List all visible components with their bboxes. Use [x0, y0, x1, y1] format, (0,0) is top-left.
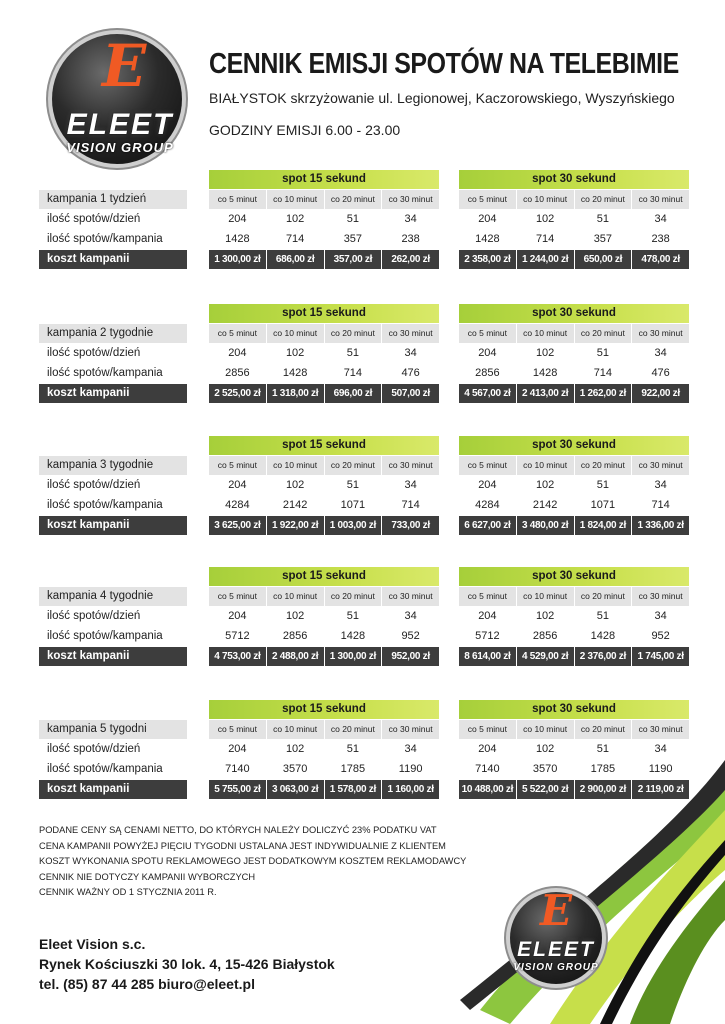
table-cell: 34 [381, 740, 439, 759]
table-cell: co 20 minut [574, 720, 632, 739]
cost-label: koszt kampanii [39, 516, 187, 535]
table-cell: 34 [381, 607, 439, 626]
cost-row [459, 250, 689, 269]
campaign-label: kampania 2 tygodnie [39, 324, 187, 343]
per-campaign-label: ilość spotów/kampania [47, 763, 163, 775]
table-cell: 714 [324, 364, 382, 383]
per-day-row [459, 210, 689, 229]
table-cell: 5712 [475, 630, 500, 642]
campaign-section [0, 170, 725, 270]
table-cell: 2856 [266, 627, 324, 646]
table-cell: 262,00 zł [381, 250, 439, 269]
table-cell: 714 [631, 496, 689, 515]
table-cell: 34 [381, 344, 439, 363]
spot-duration-header: spot 15 sekund [209, 700, 439, 719]
spot-30s-table [459, 567, 689, 666]
table-cell: co 30 minut [631, 720, 689, 739]
table-cell: 3570 [516, 760, 574, 779]
cost-row [459, 516, 689, 535]
table-cell: 1428 [324, 627, 382, 646]
table-cell: 34 [631, 740, 689, 759]
table-cell: co 20 minut [574, 456, 632, 475]
interval-row [459, 587, 689, 606]
note-line: PODANE CENY SĄ CENAMI NETTO, DO KTÓRYCH NALEŻY DOLICZYĆ 23% PODATKU VAT [39, 825, 437, 835]
row-labels [39, 587, 187, 667]
table-cell: co 10 minut [266, 324, 324, 343]
table-cell: 650,00 zł [574, 250, 632, 269]
cost-row [209, 516, 439, 535]
spot-duration-header: spot 30 sekund [459, 436, 689, 455]
table-cell: 476 [631, 364, 689, 383]
table-cell: co 10 minut [516, 190, 574, 209]
table-cell: 952 [631, 627, 689, 646]
table-cell: co 5 minut [459, 324, 516, 343]
campaign-section [0, 304, 725, 404]
spot-15s-table [209, 436, 439, 535]
table-cell: co 10 minut [516, 587, 574, 606]
per-campaign-label: ilość spotów/kampania [47, 630, 163, 642]
table-cell: 2 900,00 zł [574, 780, 632, 799]
table-cell: co 30 minut [381, 324, 439, 343]
table-cell: 51 [574, 344, 632, 363]
table-cell: 1 578,00 zł [324, 780, 382, 799]
table-cell: 204 [478, 213, 497, 225]
table-cell: 2 119,00 zł [631, 780, 689, 799]
table-cell: 1 262,00 zł [574, 384, 632, 403]
table-cell: 2856 [225, 367, 250, 379]
table-cell: 51 [574, 740, 632, 759]
company-name: Eleet Vision s.c. [39, 936, 146, 952]
cost-label: koszt kampanii [39, 250, 187, 269]
spot-duration-header: spot 30 sekund [459, 170, 689, 189]
table-cell: 357 [324, 230, 382, 249]
table-cell: 238 [631, 230, 689, 249]
table-cell: 51 [574, 607, 632, 626]
table-cell: 51 [324, 476, 382, 495]
per-campaign-label: ilość spotów/kampania [47, 233, 163, 245]
table-cell: 2142 [516, 496, 574, 515]
table-cell: 102 [266, 344, 324, 363]
spot-30s-table [459, 170, 689, 269]
table-cell: 34 [381, 210, 439, 229]
spot-duration-header: spot 15 sekund [209, 567, 439, 586]
table-cell: co 20 minut [324, 324, 382, 343]
per-campaign-row [209, 627, 439, 646]
spot-30s-table [459, 436, 689, 535]
table-cell: co 20 minut [324, 587, 382, 606]
table-cell: co 20 minut [574, 324, 632, 343]
table-cell: 204 [478, 743, 497, 755]
cost-label: koszt kampanii [39, 647, 187, 666]
table-cell: 1428 [516, 364, 574, 383]
per-day-label: ilość spotów/dzień [47, 213, 141, 225]
per-campaign-row [209, 496, 439, 515]
cost-row [209, 384, 439, 403]
spot-duration-header: spot 30 sekund [459, 700, 689, 719]
interval-row [459, 720, 689, 739]
table-cell: 102 [516, 740, 574, 759]
per-day-row [459, 740, 689, 759]
table-cell: 1 318,00 zł [266, 384, 324, 403]
campaign-label: kampania 5 tygodni [39, 720, 187, 739]
table-cell: 2 358,00 zł [459, 250, 516, 269]
table-cell: 10 488,00 zł [459, 780, 516, 799]
per-day-row [459, 476, 689, 495]
table-cell: co 20 minut [324, 720, 382, 739]
table-cell: 6 627,00 zł [459, 516, 516, 535]
table-cell: 1190 [631, 760, 689, 779]
row-labels [39, 456, 187, 536]
table-cell: co 30 minut [631, 190, 689, 209]
per-day-label: ilość spotów/dzień [47, 743, 141, 755]
per-day-row [459, 344, 689, 363]
table-cell: 1 745,00 zł [631, 647, 689, 666]
campaign-label: kampania 1 tydzień [39, 190, 187, 209]
company-logo [40, 22, 200, 162]
table-cell: 8 614,00 zł [459, 647, 516, 666]
table-cell: 714 [574, 364, 632, 383]
table-cell: 2 525,00 zł [209, 384, 266, 403]
note-line: CENNIK WAŻNY OD 1 STYCZNIA 2011 R. [39, 887, 217, 897]
table-cell: 2856 [516, 627, 574, 646]
table-cell: co 10 minut [266, 587, 324, 606]
table-cell: 204 [478, 479, 497, 491]
campaign-label: kampania 3 tygodnie [39, 456, 187, 475]
table-cell: 102 [266, 476, 324, 495]
spot-15s-table [209, 304, 439, 403]
table-cell: 1 003,00 zł [324, 516, 382, 535]
cost-row [209, 647, 439, 666]
table-cell: 1 922,00 zł [266, 516, 324, 535]
cost-row [209, 780, 439, 799]
table-cell: 102 [516, 344, 574, 363]
per-campaign-row [209, 760, 439, 779]
spot-duration-header: spot 30 sekund [459, 567, 689, 586]
row-labels [39, 720, 187, 800]
company-phone-email: tel. (85) 87 44 285 biuro@eleet.pl [39, 976, 255, 992]
spot-duration-header: spot 30 sekund [459, 304, 689, 323]
table-cell: co 30 minut [381, 720, 439, 739]
per-day-label: ilość spotów/dzień [47, 479, 141, 491]
per-campaign-row [459, 230, 689, 249]
spot-duration-header: spot 15 sekund [209, 170, 439, 189]
table-cell: 357,00 zł [324, 250, 382, 269]
campaign-label: kampania 4 tygodnie [39, 587, 187, 606]
company-address: Rynek Kościuszki 30 lok. 4, 15-426 Białystok [39, 956, 335, 972]
table-cell: 102 [266, 210, 324, 229]
table-cell: 2142 [266, 496, 324, 515]
table-cell: 102 [516, 607, 574, 626]
table-cell: 204 [228, 479, 247, 491]
table-cell: 4 529,00 zł [516, 647, 574, 666]
contact-info [39, 934, 335, 994]
page-title: CENNIK EMISJI SPOTÓW NA TELEBIMIE [209, 48, 679, 80]
table-cell: 238 [381, 230, 439, 249]
table-cell: co 20 minut [324, 190, 382, 209]
table-cell: 2 488,00 zł [266, 647, 324, 666]
table-cell: 2 413,00 zł [516, 384, 574, 403]
table-cell: 51 [574, 210, 632, 229]
interval-row [209, 587, 439, 606]
per-day-row [459, 607, 689, 626]
table-cell: 1428 [225, 233, 250, 245]
table-cell: 507,00 zł [381, 384, 439, 403]
table-cell: 714 [381, 496, 439, 515]
table-cell: 51 [324, 740, 382, 759]
table-cell: 4 753,00 zł [209, 647, 266, 666]
table-cell: 204 [228, 610, 247, 622]
interval-row [209, 720, 439, 739]
table-cell: 51 [324, 344, 382, 363]
table-cell: 4284 [225, 499, 250, 511]
table-cell: 51 [324, 210, 382, 229]
table-cell: 34 [381, 476, 439, 495]
table-cell: 733,00 zł [381, 516, 439, 535]
table-cell: 102 [266, 740, 324, 759]
table-cell: co 10 minut [516, 324, 574, 343]
per-day-row [209, 344, 439, 363]
row-labels [39, 324, 187, 404]
per-campaign-label: ilość spotów/kampania [47, 367, 163, 379]
broadcast-hours: GODZINY EMISJI 6.00 - 23.00 [209, 122, 401, 138]
table-cell: co 5 minut [209, 190, 266, 209]
note-line: CENNIK NIE DOTYCZY KAMPANII WYBORCZYCH [39, 871, 256, 882]
cost-label: koszt kampanii [39, 780, 187, 799]
table-cell: 1 300,00 zł [209, 250, 266, 269]
table-cell: 3570 [266, 760, 324, 779]
logo-mark: E [540, 886, 573, 935]
table-cell: 204 [228, 743, 247, 755]
per-campaign-row [459, 364, 689, 383]
interval-row [209, 190, 439, 209]
table-cell: co 20 minut [574, 190, 632, 209]
logo-brand: ELEET [66, 108, 174, 141]
per-day-label: ilość spotów/dzień [47, 347, 141, 359]
table-cell: 7140 [475, 763, 500, 775]
table-cell: 204 [478, 610, 497, 622]
table-cell: co 5 minut [209, 456, 266, 475]
table-cell: 4 567,00 zł [459, 384, 516, 403]
table-cell: 1 824,00 zł [574, 516, 632, 535]
company-logo-bottom [496, 888, 616, 998]
per-campaign-row [459, 496, 689, 515]
table-cell: 952 [381, 627, 439, 646]
table-cell: co 30 minut [381, 456, 439, 475]
note-line: CENA KAMPANII POWYŻEJ PIĘCIU TYGODNI USTALANA JEST INDYWIDUALNIE Z KLIENTEM [39, 840, 446, 851]
table-cell: 34 [631, 210, 689, 229]
location-subtitle: BIAŁYSTOK skrzyżowanie ul. Legionowej, Kaczorowskiego, Wyszyńskiego [209, 90, 675, 106]
table-cell: 7140 [225, 763, 250, 775]
logo-subbrand: VISION GROUP [513, 962, 599, 973]
spot-30s-table [459, 304, 689, 403]
table-cell: 1785 [574, 760, 632, 779]
table-cell: 1428 [266, 364, 324, 383]
spot-duration-header: spot 15 sekund [209, 436, 439, 455]
interval-row [209, 456, 439, 475]
cost-row [209, 250, 439, 269]
logo-mark: E [102, 32, 147, 100]
interval-row [209, 324, 439, 343]
table-cell: 1 244,00 zł [516, 250, 574, 269]
table-cell: 204 [228, 213, 247, 225]
table-cell: 1428 [574, 627, 632, 646]
table-cell: 2 376,00 zł [574, 647, 632, 666]
table-cell: 1 336,00 zł [631, 516, 689, 535]
table-cell: co 5 minut [209, 587, 266, 606]
table-cell: 476 [381, 364, 439, 383]
table-cell: co 30 minut [631, 324, 689, 343]
table-cell: 3 063,00 zł [266, 780, 324, 799]
table-cell: 922,00 zł [631, 384, 689, 403]
table-cell: co 5 minut [209, 324, 266, 343]
table-cell: 2856 [475, 367, 500, 379]
table-cell: 3 480,00 zł [516, 516, 574, 535]
table-cell: 34 [631, 476, 689, 495]
table-cell: co 20 minut [324, 456, 382, 475]
per-campaign-row [209, 364, 439, 383]
table-cell: 714 [516, 230, 574, 249]
table-cell: co 30 minut [631, 456, 689, 475]
table-cell: 952,00 zł [381, 647, 439, 666]
spot-15s-table [209, 567, 439, 666]
table-cell: 102 [516, 210, 574, 229]
interval-row [459, 456, 689, 475]
cost-row [459, 647, 689, 666]
table-cell: 1428 [475, 233, 500, 245]
table-cell: co 5 minut [459, 190, 516, 209]
table-cell: co 10 minut [266, 190, 324, 209]
per-day-label: ilość spotów/dzień [47, 610, 141, 622]
logo-brand: ELEET [517, 938, 595, 961]
spot-15s-table [209, 170, 439, 269]
note-line: KOSZT WYKONANIA SPOTU REKLAMOWEGO JEST DODATKOWYM KOSZTEM REKLAMODAWCY [39, 856, 467, 866]
table-cell: 5712 [225, 630, 250, 642]
interval-row [459, 324, 689, 343]
table-cell: 51 [574, 476, 632, 495]
table-cell: 34 [631, 607, 689, 626]
spot-duration-header: spot 15 sekund [209, 304, 439, 323]
table-cell: co 10 minut [266, 456, 324, 475]
table-cell: co 10 minut [516, 456, 574, 475]
table-cell: 102 [516, 476, 574, 495]
table-cell: 34 [631, 344, 689, 363]
table-cell: 102 [266, 607, 324, 626]
table-cell: 1785 [324, 760, 382, 779]
campaign-section [0, 567, 725, 667]
interval-row [459, 190, 689, 209]
campaign-section [0, 436, 725, 536]
table-cell: co 30 minut [631, 587, 689, 606]
table-cell: 204 [228, 347, 247, 359]
table-cell: 1190 [381, 760, 439, 779]
per-campaign-row [209, 230, 439, 249]
table-cell: 1071 [324, 496, 382, 515]
table-cell: 357 [574, 230, 632, 249]
table-cell: 714 [266, 230, 324, 249]
table-cell: 204 [478, 347, 497, 359]
table-cell: 5 755,00 zł [209, 780, 266, 799]
per-campaign-row [459, 627, 689, 646]
logo-subbrand: VISION GROUP [66, 140, 174, 155]
per-day-row [209, 210, 439, 229]
table-cell: co 5 minut [459, 456, 516, 475]
table-cell: co 5 minut [209, 720, 266, 739]
terms-notes [39, 823, 466, 901]
per-day-row [209, 607, 439, 626]
cost-row [459, 384, 689, 403]
table-cell: co 20 minut [574, 587, 632, 606]
cost-label: koszt kampanii [39, 384, 187, 403]
table-cell: 3 625,00 zł [209, 516, 266, 535]
table-cell: 478,00 zł [631, 250, 689, 269]
table-cell: 51 [324, 607, 382, 626]
spot-15s-table [209, 700, 439, 799]
table-cell: co 10 minut [266, 720, 324, 739]
table-cell: co 5 minut [459, 720, 516, 739]
table-cell: 1071 [574, 496, 632, 515]
table-cell: 696,00 zł [324, 384, 382, 403]
table-cell: 4284 [475, 499, 500, 511]
per-day-row [209, 740, 439, 759]
table-cell: 5 522,00 zł [516, 780, 574, 799]
per-day-row [209, 476, 439, 495]
table-cell: 1 300,00 zł [324, 647, 382, 666]
table-cell: co 5 minut [459, 587, 516, 606]
table-cell: co 30 minut [381, 587, 439, 606]
table-cell: co 30 minut [381, 190, 439, 209]
table-cell: 1 160,00 zł [381, 780, 439, 799]
table-cell: 686,00 zł [266, 250, 324, 269]
table-cell: co 10 minut [516, 720, 574, 739]
row-labels [39, 190, 187, 270]
per-campaign-label: ilość spotów/kampania [47, 499, 163, 511]
